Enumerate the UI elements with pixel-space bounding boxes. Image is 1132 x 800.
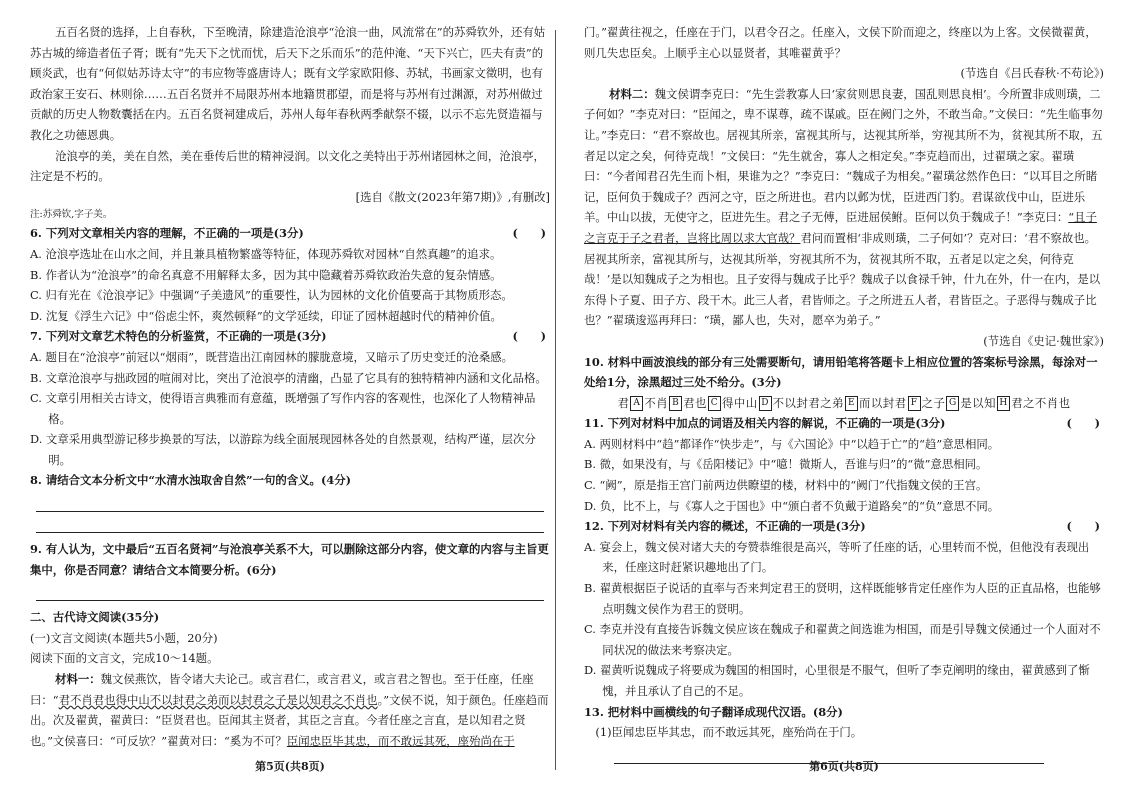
passage-note: 注:苏舜钦,字子美。 [30, 209, 113, 221]
q12-option-c[interactable]: C. 李克并没有直接告诉魏文侯应该在魏成子和翟黄之间选谁为相国，而是引导魏文侯通过一个人面对不同状况的做法来考察决定。 [584, 622, 1101, 657]
option-box-g[interactable]: G [946, 396, 959, 411]
underlined-sentence: 臣闻忠臣毕其忠，而不敢远其死，座殆尚在于 [286, 733, 515, 748]
q11-option-c[interactable]: C. “阙”，原是指王宫门前两边供瞭望的楼，材料中的“阙门”代指魏文侯的王宫。 [584, 478, 988, 493]
page-divider [555, 30, 556, 770]
option-box-a[interactable]: A [630, 396, 643, 411]
q7-option-c[interactable]: C. 文章引用相关古诗文，使得语言典雅而有意蕴，既增强了写作内容的客观性，也深化了人物精神品格。 [30, 391, 536, 426]
option-box-f[interactable]: F [908, 396, 921, 411]
q6-option-b[interactable]: B. 作者认为“沧浪亭”的命名真意不用解释太多，因为其中隐藏着苏舜钦政治失意的复杂情感。 [30, 267, 502, 282]
reading-instruction: 阅读下面的文言文，完成10～14题。 [30, 651, 219, 666]
passage-paragraph: 五百名贤的选择，上自春秋，下至晚清，除建造沧浪亭“沧浪一曲，风流常在”的苏舜钦外，还有姑苏古城的缔造者伍子胥；既有“先天下之忧而忧，后天下之乐而乐”的范仲淹、“天下兴亡，匹夫有责”的顾炎武，也有“何似姑苏诗太守”的韦应物等盛唐诗人；既有文学家欧阳修、苏轼，书画家文徵明，也有政治家王安石、林则徐……五百名贤并不局限苏州本地籍贯郡望，而是将与苏州有过渊源，对苏州做过贡献的历史人物数囊括在内。五百名贤祠建成后，苏州人每年春秋两季献祭不辍，以示不忘先贤造福与教化之功德恩典。 [30, 25, 546, 142]
question-13: 13. 把材料中画横线的句子翻译成现代汉语。(8分) [584, 704, 843, 719]
question-6-stem: 6. 下列对文章相关内容的理解，不正确的一项是(3分) ( ) [30, 223, 550, 244]
page-footer-left: 第5页(共8页) [255, 760, 325, 774]
option-box-b[interactable]: B [669, 396, 682, 411]
option-box-h[interactable]: H [997, 396, 1010, 411]
q12-option-a[interactable]: A. 宴会上，魏文侯对诸大夫的夸赞恭维很是高兴，等听了任座的话，心里转而不悦，但他没有表现出来，任座这时赶紧识趣地出了门。 [584, 539, 1090, 575]
question-7-stem: 7. 下列对文章艺术特色的分析鉴赏，不正确的一项是(3分) ( ) [30, 326, 550, 347]
question-12-stem: 12. 下列对材料有关内容的概述，不正确的一项是(3分) ( ) [584, 516, 1104, 537]
q12-option-d[interactable]: D. 翟黄听说魏成子将要成为魏国的相国时，心里很是不服气，但听了李克阐明的缘由，翟黄感到了惭愧，并且承认了自己的不足。 [584, 663, 1090, 698]
question-10: 10. 材料中画波浪线的部分有三处需要断句，请用铅笔将答题卡上相应位置的答案标号涂黑，每涂对一处给1分，涂黑超过三处不给分。(3分) [584, 354, 1098, 390]
answer-line[interactable] [36, 590, 544, 601]
answer-line[interactable] [36, 501, 544, 512]
answer-paren: ( ) [512, 329, 546, 344]
answer-paren: ( ) [1066, 519, 1100, 534]
q7-option-a[interactable]: A. 题目在“沧浪亭”前冠以“烟雨”，既营造出江南园林的朦胧意境，又暗示了历史变迁的沧桑感。 [30, 349, 513, 364]
option-box-d[interactable]: D [759, 396, 772, 411]
page-6 [584, 0, 1104, 800]
underlined-sentence: “且子之言克于子之君者，岂将比周以求大官哉？ [584, 210, 1097, 245]
q7-option-b[interactable]: B. 文章沧浪亭与拙政园的喧闹对比，突出了沧浪亭的清幽，凸显了它具有的独特精神内涵和文化品格。 [30, 370, 547, 385]
q6-option-a[interactable]: A. 沧浪亭选址在山水之间，并且兼具植物繁盛等特征，体现苏舜钦对园林“自然真趣”的追求。 [30, 246, 502, 261]
q10-answer-row: 君 A 不肖 B 君也 C 得中山 D 不以封君之弟 E 而以封君 F 之子 G 是以知 H 君之不肖也 [617, 395, 1071, 410]
question-11-stem: 11. 下列对材料中加点的词语及相关内容的解说，不正确的一项是(3分) ( ) [584, 413, 1104, 434]
q7-option-d[interactable]: D. 文章采用典型游记移步换景的写法，以游踪为线全面展现园林各处的自然景观，结构严谨，层次分明。 [30, 432, 536, 467]
answer-paren: ( ) [1066, 416, 1100, 431]
passage-paragraph: 沧浪亭的美，美在自然，美在垂传后世的精神浸润。以文化之美特出于苏州诸园林之间，沧浪亭，注定是不朽的。 [30, 148, 545, 184]
material-1-source: (节选自《吕氏春秋·不苟论》) [960, 66, 1104, 81]
option-box-c[interactable]: C [708, 396, 721, 411]
material-2-source: (节选自《史记·魏世家》) [983, 333, 1104, 348]
wavy-sentence: 君不肖君也得中山不以封君之弟而以封君之子是以知君之不肖也 [58, 692, 378, 707]
q11-option-a[interactable]: A. 两则材料中“趋”都译作“快步走”，与《六国论》中“以趋于亡”的“趋”意思相同。 [584, 436, 1000, 451]
answer-paren: ( ) [512, 226, 546, 241]
question-13-part-1: (1)臣闻忠臣毕其忠，而不敢远其死，座殆尚在于门。 [595, 725, 863, 740]
question-8: 8. 请结合文本分析文中“水清水浊取舍自然”一句的含义。(4分) [30, 473, 352, 488]
option-box-e[interactable]: E [845, 396, 858, 411]
q11-option-b[interactable]: B. 微，如果没有，与《岳阳楼记》中“噫！微斯人，吾谁与归”的“微”意思相同。 [584, 457, 988, 472]
material-1-continued: 门。”翟黄往视之，任座在于门，以君令召之。任座入，文侯下阶而迎之，终座以为上客。文侯微翟黄，则几失忠臣矣。上顺乎主心以显贤者，其唯翟黄乎？ [584, 25, 1097, 60]
page-footer-right: 第6页(共8页) [809, 760, 879, 774]
q11-option-d[interactable]: D. 负，比不上，与《寡人之于国也》中“颁白者不负戴于道路矣”的“负”意思不同。 [584, 498, 1000, 513]
passage-source: [选自《散文(2023年第7期)》,有删改] [355, 189, 550, 204]
q6-option-c[interactable]: C. 归有光在《沧浪亭记》中强调“子美遗风”的重要性，认为园林的文化价值要高于其物质形态。 [30, 288, 513, 303]
question-9: 9. 有人认为，文中最后“五百名贤祠”与沧浪亭关系不大，可以删除这部分内容，使文章的内容与主旨更集中，你是否同意？请结合文本简要分析。(6分) [30, 542, 549, 577]
material-2: 材料二：魏文侯谓李克曰：“先生尝教寡人曰‘家贫则思良妻，国乱则思良相’。今所置非成则璜，二子何如？”李克对曰：“臣闻之，卑不谋尊，疏不谋戚。臣在阙门之外，不敢当命。”文侯曰：“先生临事勿让。”李克曰：“君不察故也。居视其所亲，富视其所与，达视其所举，穷视其所不为，贫视其所不取，五者足以定之矣，何待克哉！”文侯曰：“先生就舍，寡人之相定矣。”李克趋而出，过翟璜之家。翟璜曰：“今者闻君召先生而卜相，果谁为之？”李克曰：“魏成子为相矣。”翟璜忿然作色曰：“以耳目之所睹记，臣何负于魏成子？西河之守，臣之所进也。君内以邺为忧，臣进西门豹。君谋欲伐中山，臣进乐羊。中山以拔，无使守之，臣进先生。君之子无傅，臣进屈侯鲋。臣何以负于魏成子！”李克曰：“且子之言克于子之君者，岂将比周以求大官哉？君问而置相‘非成则璜，二子何如’？克对曰：‘君不察故也。居视其所亲，富视其所与，达视其所举，穷视其所不为，贫视其所不取，五者足以定之矣，何待克哉！’是以知魏成子之为相也。且子安得与魏成子比乎？魏成子以食禄千钟，什九在外，什一在内，是以东得卜子夏、田子方、段干木。此三人者，君皆师之。子之所进五人者，君皆臣之。子恶得与魏成子比也？”翟璜逡巡再拜曰：“璜，鄙人也，失对，愿卒为弟子。” [584, 86, 1103, 328]
answer-line[interactable] [36, 522, 544, 533]
section-2-title: 二、古代诗文阅读(35分) [30, 610, 160, 625]
page-5 [30, 0, 550, 800]
q6-option-d[interactable]: D. 沈复《浮生六记》中“俗虑尘怀，爽然顿释”的文学延续，印证了园林超越时代的精神价值。 [30, 308, 502, 323]
q12-option-b[interactable]: B. 翟黄根据臣子说话的直率与否来判定君王的贤明，这样既能够肯定任座作为人臣的正直品格，也能够点明魏文侯作为君王的贤明。 [584, 581, 1101, 616]
subsection-title: (一)文言文阅读(本题共5小题，20分) [30, 630, 218, 645]
material-1: 材料一：魏文侯燕饮，皆令诸大夫论己。或言君仁，或言君义，或言君之智也。至于任座，任座曰：“君不肖君也得中山不以封君之弟而以封君之子是以知君之不肖也。”文侯不说，知于颜色。任座趋而出。次及翟黄，翟黄曰：“臣贤君也。臣闻其主贤者，其臣之言直。今者任座之言直，是以知君之贤也。”文侯喜曰：“可反欤？”翟黄对曰：“奚为不可？臣闻忠臣毕其忠，而不敢远其死，座殆尚在于 [30, 672, 549, 748]
